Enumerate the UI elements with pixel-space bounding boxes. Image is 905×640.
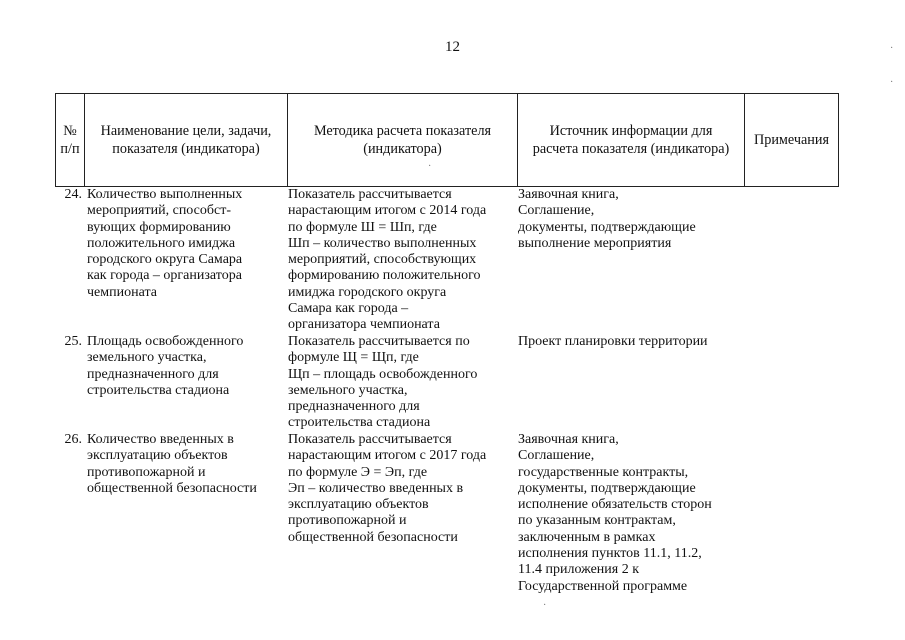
row-information-source: Проект планировки территории — [518, 334, 708, 349]
header-source-label: Источник информации для расчета показателя (индикатора) — [532, 123, 730, 157]
row-indicator-name: Количество выполненных мероприятий, способст- вующих формированию положительного имиджа городского округа Самара как города – организатора чемпионата — [87, 187, 243, 300]
page-number: 12 — [445, 39, 460, 55]
header-source-cell — [518, 94, 745, 187]
row-calculation-method: Показатель рассчитывается нарастающим итогом с 2014 года по формуле Ш = Шп, где Шп – количество выполненных мероприятий, способствующих формированию положительного имиджа городского округа Самара как города – организатора чемпионата — [288, 187, 487, 333]
header-method-label: Методика расчета показателя (индикатора) — [313, 123, 492, 157]
scan-speck: · — [890, 77, 894, 88]
header-number-label: № п/п — [60, 123, 80, 157]
row-indicator-name: Площадь освобожденного земельного участка, предназначенного для строительства стадиона — [87, 334, 244, 398]
row-number: 26. — [64, 432, 82, 447]
row-indicator-name: Количество введенных в эксплуатацию объектов противопожарной и общественной безопасности — [87, 432, 257, 496]
row-information-source: Заявочная книга, Соглашение, государственные контракты, документы, подтверждающие исполнение обязательств сторон по указанным контрактам, заключенным в рамках исполнения пунктов 11.1, 11.2, 11.4 приложения 2 к Государственной программе — [518, 432, 712, 594]
row-number: 25. — [64, 334, 82, 349]
header-number-cell — [56, 94, 85, 187]
row-number: 24. — [64, 187, 82, 202]
header-notes-label: Примечания — [754, 132, 829, 148]
header-name-label: Наименование цели, задачи, показателя (индикатора) — [100, 123, 272, 157]
table-header — [55, 93, 839, 187]
row-information-source: Заявочная книга, Соглашение, документы, подтверждающие выполнение мероприятия — [518, 187, 696, 251]
header-notes-cell — [745, 94, 839, 187]
header-method-cell — [288, 94, 518, 187]
scan-speck: · — [890, 43, 894, 54]
scan-speck: · — [428, 161, 432, 172]
scan-speck: · — [543, 600, 547, 611]
row-calculation-method: Показатель рассчитывается по формуле Щ = Щп, где Щп – площадь освобожденного земельного участка, предназначенного для строительства стадиона — [288, 334, 478, 431]
header-name-cell — [85, 94, 288, 187]
row-calculation-method: Показатель рассчитывается нарастающим итогом с 2017 года по формуле Э = Эп, где Эп – количество введенных в эксплуатацию объектов противопожарной и общественной безопасности — [288, 432, 487, 545]
